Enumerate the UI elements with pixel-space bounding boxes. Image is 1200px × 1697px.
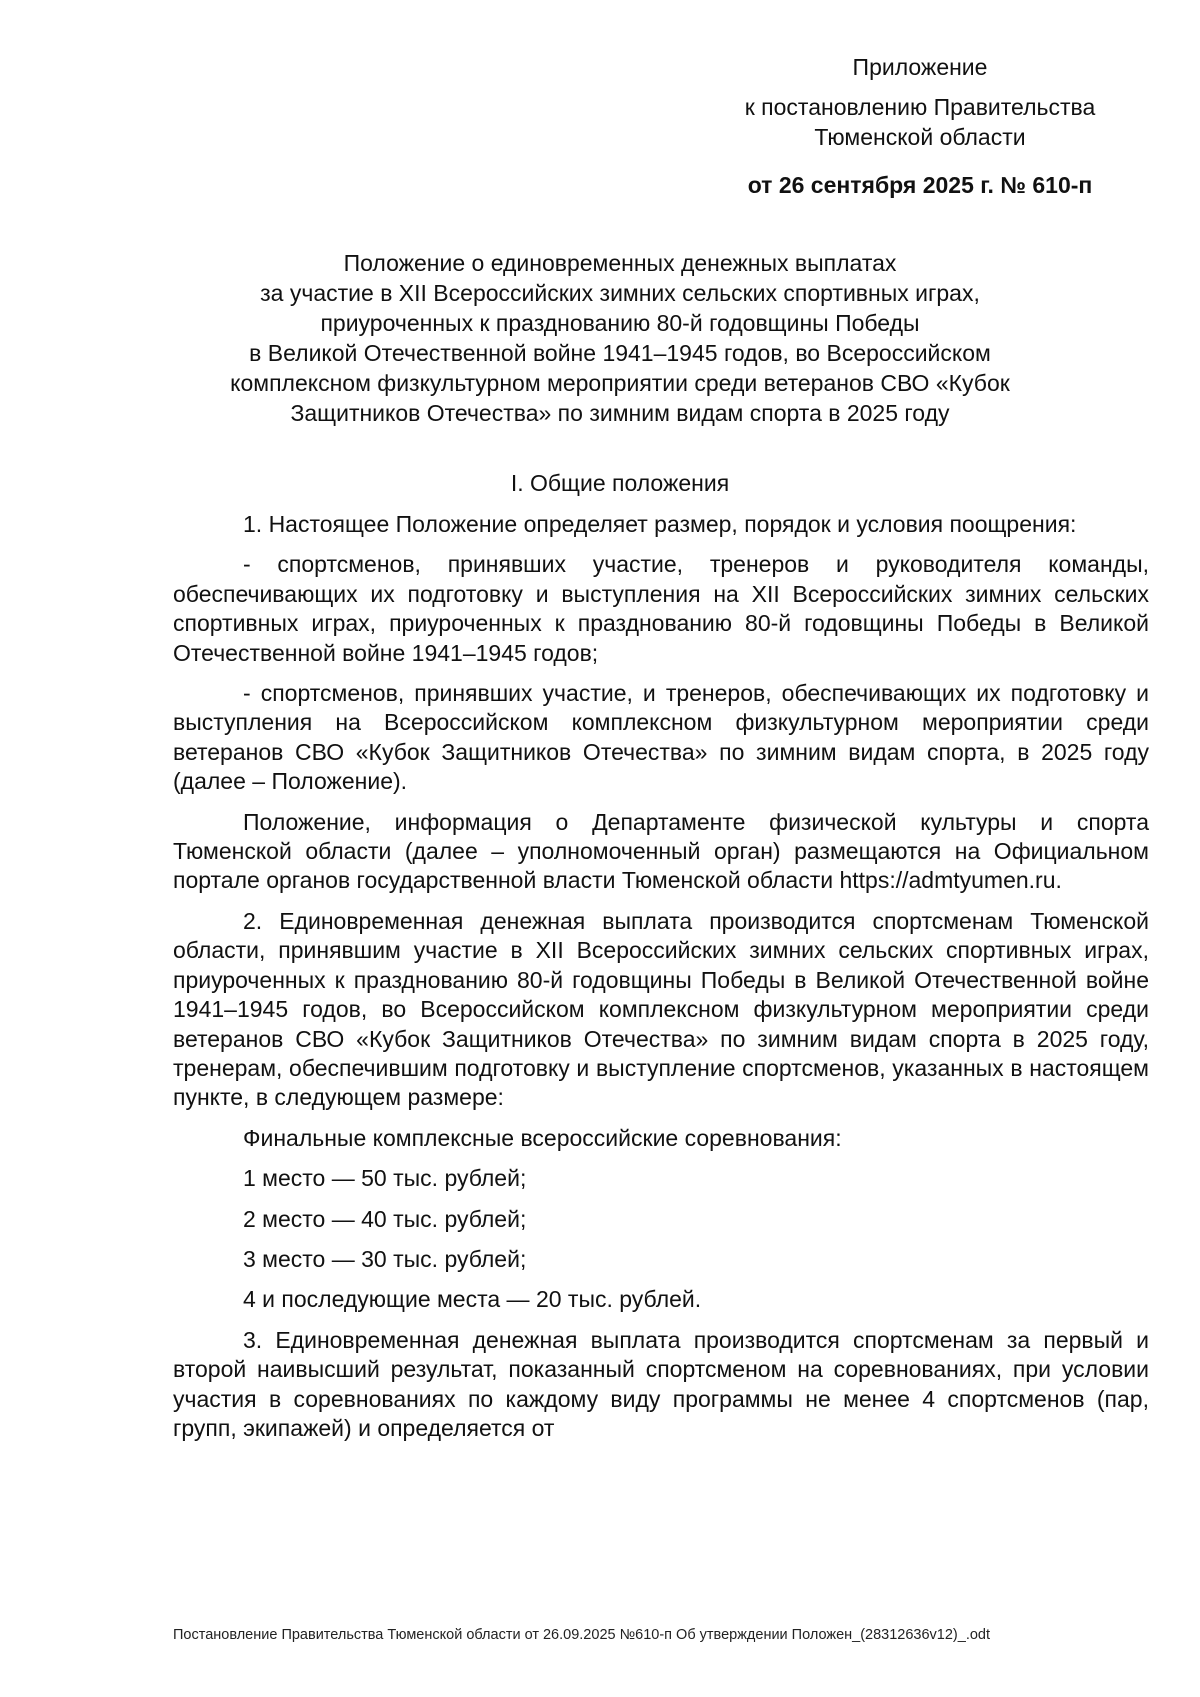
paragraph: - спортсменов, принявших участие, тренеров и руководителя команды, обеспечивающих их подготовку и выступления на XII Всероссийских зимних сельских спортивных играх, приуроченных к празднованию 80-й годовщины Победы в Великой Отечественной войне 1941–1945 годов;: [173, 551, 1149, 666]
paragraph: 2. Единовременная денежная выплата производится спортсменам Тюменской области, принявшим участие в XII Всероссийских зимних сельских спортивных играх, приуроченных к празднованию 80-й годовщины Победы в Великой Отечественной войне 1941–1945 годов, во Всероссийском комплексном физкультурном мероприятии среди ветеранов СВО «Кубок Защитников Отечества» по зимним видам спорта в 2025 году, тренерам, обеспечившим подготовку и выступление спортсменов, указанных в настоящем пункте, в следующем размере:: [173, 907, 1149, 1111]
document-title: [190, 248, 1050, 428]
list-item: 3 место — 30 тыс. рублей;: [243, 1245, 527, 1272]
list-item: 1 место — 50 тыс. рублей;: [243, 1165, 527, 1192]
paragraph: Положение, информация о Департаменте физической культуры и спорта Тюменской области (далее – уполномоченный орган) размещаются на Официальном портале органов государственной власти Тюменской области https://admtyumen.ru.: [173, 808, 1149, 894]
section-heading: I. Общие положения: [510, 470, 730, 496]
paragraph: - спортсменов, принявших участие, и тренеров, обеспечивающих их подготовку и выступления на Всероссийском комплексном физкультурном мероприятии среди ветеранов СВО «Кубок Защитников Отечества» по зимним видам спорта, в 2025 году (далее – Положение).: [173, 680, 1149, 795]
page-footer: Постановление Правительства Тюменской области от 26.09.2025 №610-п Об утверждении Положен_(28312636v12)_.odt: [173, 1627, 991, 1643]
title-line: за участие в XII Всероссийских зимних сельских спортивных играх,: [260, 280, 980, 306]
list-item: 2 место — 40 тыс. рублей;: [243, 1205, 527, 1232]
title-line: в Великой Отечественной войне 1941–1945 годов, во Всероссийском: [249, 340, 991, 366]
appendix-to-decree: к постановлению Правительства: [744, 94, 1096, 120]
title-line: приуроченных к празднованию 80-й годовщины Победы: [320, 310, 920, 336]
decree-number: от 26 сентября 2025 г. № 610-п: [747, 172, 1093, 198]
document-body: [173, 510, 1149, 1454]
appendix-label: Приложение: [852, 54, 988, 80]
title-line: Защитников Отечества» по зимним видам спорта в 2025 году: [290, 400, 950, 426]
paragraph: 3. Единовременная денежная выплата производится спортсменам за первый и второй наивысший результат, показанный спортсменом на соревнованиях, при условии участия в соревнованиях по каждому виду программы не менее 4 спортсменов (пар, групп, экипажей) и определяется от: [173, 1326, 1149, 1441]
paragraph: 1. Настоящее Положение определяет размер, порядок и условия поощрения:: [243, 511, 1077, 537]
title-line: комплексном физкультурном мероприятии среди ветеранов СВО «Кубок: [230, 370, 1010, 396]
appendix-region: Тюменской области: [814, 124, 1026, 150]
title-line: Положение о единовременных денежных выплатах: [343, 250, 897, 276]
list-item: 4 и последующие места — 20 тыс. рублей.: [243, 1286, 702, 1313]
appendix-header: [690, 52, 1150, 200]
paragraph: Финальные комплексные всероссийские соревнования:: [243, 1124, 842, 1151]
